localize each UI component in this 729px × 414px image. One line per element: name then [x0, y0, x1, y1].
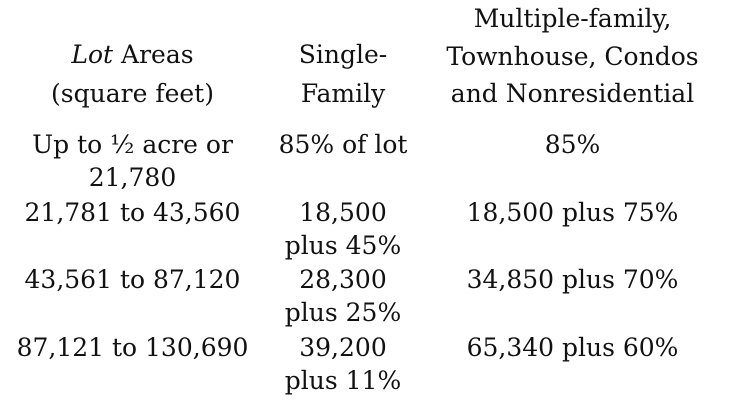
- header-lot-areas-units: (square feet): [51, 79, 214, 108]
- header-multiple-family-line3: and Nonresidential: [450, 79, 695, 108]
- row-2-single-family-line2: plus 45%: [284, 231, 402, 260]
- row-4-single-family-line2: plus 11%: [284, 366, 402, 395]
- row-1-lot-area-line2: 21,780: [88, 163, 177, 192]
- header-multiple-family-line2: Townhouse, Condos: [446, 42, 699, 71]
- row-3-single-family-line1: 28,300: [299, 265, 387, 294]
- row-3-single-family-line2: plus 25%: [284, 298, 402, 327]
- row-4-multiple: 65,340 plus 60%: [466, 333, 679, 362]
- row-1-single-family: 85% of lot: [278, 130, 408, 159]
- header-lot-areas: [10, 40, 255, 69]
- row-3-lot-area: 43,561 to 87,120: [24, 265, 241, 294]
- row-3-multiple: 34,850 plus 70%: [466, 265, 679, 294]
- header-multiple-family-line1: Multiple-family,: [473, 4, 672, 33]
- row-4-lot-area: 87,121 to 130,690: [16, 333, 249, 362]
- row-2-single-family-line1: 18,500: [299, 198, 387, 227]
- row-2-multiple: 18,500 plus 75%: [466, 198, 679, 227]
- header-single-family-line1: Single-: [298, 40, 388, 69]
- row-1-lot-area-line1: Up to ½ acre or: [32, 130, 233, 159]
- row-1-multiple: 85%: [544, 130, 601, 159]
- header-lot-areas-rest: Areas: [113, 40, 194, 69]
- header-lot-areas-italic: Lot: [71, 40, 114, 69]
- header-single-family-line2: Family: [300, 79, 386, 108]
- row-4-single-family-line1: 39,200: [299, 333, 387, 362]
- row-2-lot-area: 21,781 to 43,560: [24, 198, 241, 227]
